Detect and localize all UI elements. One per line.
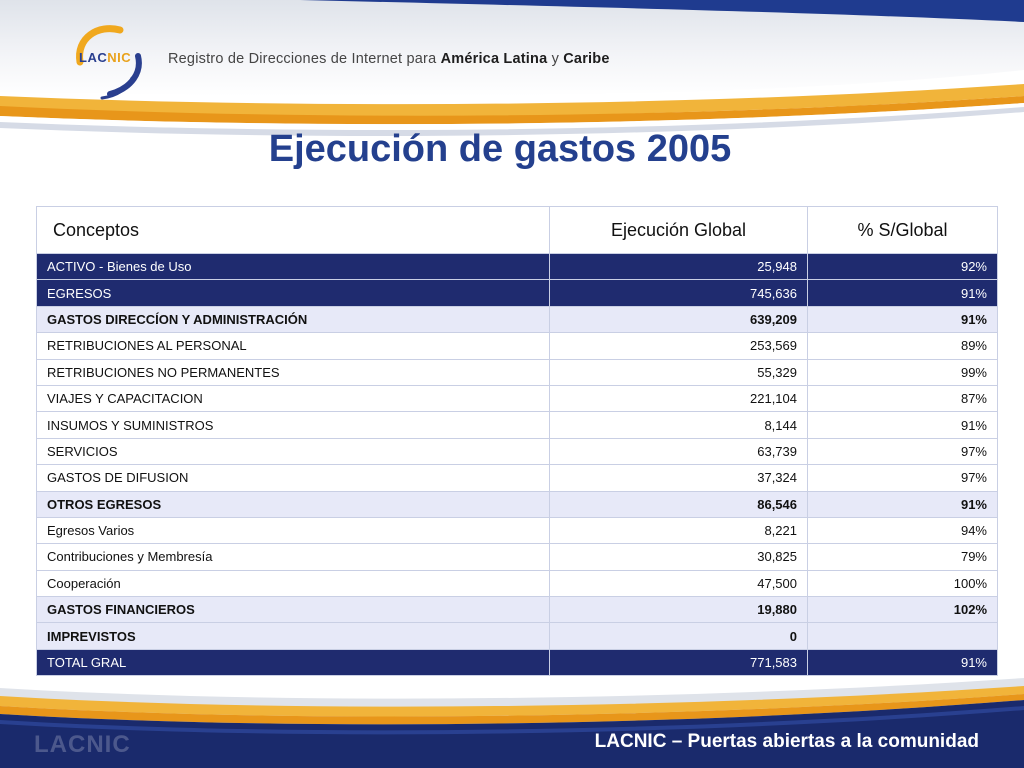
tagline-bold-region: América Latina bbox=[440, 51, 548, 67]
row-concept: Cooperación bbox=[37, 570, 550, 596]
row-percent bbox=[808, 623, 998, 649]
row-percent: 79% bbox=[808, 544, 998, 570]
logo-text-lac: LAC bbox=[79, 50, 108, 65]
tagline-plain: Registro de Direcciones de Internet para bbox=[168, 51, 441, 67]
row-global: 745,636 bbox=[550, 280, 808, 306]
footer-slogan: LACNIC – Puertas abiertas a la comunidad bbox=[594, 731, 979, 752]
row-global: 8,221 bbox=[550, 517, 808, 543]
row-percent: 97% bbox=[808, 438, 998, 464]
row-percent: 91% bbox=[808, 491, 998, 517]
row-concept: IMPREVISTOS bbox=[37, 623, 550, 649]
logo-wordmark bbox=[79, 50, 131, 65]
row-global: 63,739 bbox=[550, 438, 808, 464]
footer-band bbox=[0, 676, 1024, 768]
table-row bbox=[37, 491, 998, 517]
table-row bbox=[37, 333, 998, 359]
row-concept: TOTAL GRAL bbox=[37, 649, 550, 675]
header-tagline bbox=[168, 51, 610, 67]
row-concept: VIAJES Y CAPACITACION bbox=[37, 385, 550, 411]
row-global: 25,948 bbox=[550, 254, 808, 280]
row-concept: OTROS EGRESOS bbox=[37, 491, 550, 517]
tagline-bold-caribe: Caribe bbox=[563, 51, 610, 67]
row-percent: 91% bbox=[808, 306, 998, 332]
table-row bbox=[37, 306, 998, 332]
header-global: Ejecución Global bbox=[550, 207, 808, 254]
tagline-join: y bbox=[547, 51, 564, 67]
table-row bbox=[37, 623, 998, 649]
row-global: 19,880 bbox=[550, 597, 808, 623]
logo-text-nic: NIC bbox=[107, 50, 132, 65]
row-percent: 89% bbox=[808, 333, 998, 359]
table-row bbox=[37, 385, 998, 411]
row-percent: 91% bbox=[808, 280, 998, 306]
row-concept: Egresos Varios bbox=[37, 517, 550, 543]
row-concept: RETRIBUCIONES NO PERMANENTES bbox=[37, 359, 550, 385]
row-global: 221,104 bbox=[550, 385, 808, 411]
row-global: 86,546 bbox=[550, 491, 808, 517]
row-percent: 94% bbox=[808, 517, 998, 543]
row-concept: GASTOS DE DIFUSION bbox=[37, 465, 550, 491]
row-concept: GASTOS FINANCIEROS bbox=[37, 597, 550, 623]
header-concepts: Conceptos bbox=[37, 207, 550, 254]
row-percent: 100% bbox=[808, 570, 998, 596]
row-concept: GASTOS DIRECCÍON Y ADMINISTRACIÓN bbox=[37, 306, 550, 332]
row-global: 8,144 bbox=[550, 412, 808, 438]
table-row-total bbox=[37, 649, 998, 675]
row-global: 47,500 bbox=[550, 570, 808, 596]
row-concept: RETRIBUCIONES AL PERSONAL bbox=[37, 333, 550, 359]
row-percent: 99% bbox=[808, 359, 998, 385]
budget-table bbox=[36, 206, 998, 676]
row-concept: SERVICIOS bbox=[37, 438, 550, 464]
table-row bbox=[37, 544, 998, 570]
row-percent: 91% bbox=[808, 649, 998, 675]
row-global: 253,569 bbox=[550, 333, 808, 359]
row-global: 55,329 bbox=[550, 359, 808, 385]
table-row bbox=[37, 359, 998, 385]
row-percent: 87% bbox=[808, 385, 998, 411]
table-row bbox=[37, 517, 998, 543]
row-percent: 91% bbox=[808, 412, 998, 438]
table-row bbox=[37, 570, 998, 596]
table-row bbox=[37, 438, 998, 464]
row-concept: EGRESOS bbox=[37, 280, 550, 306]
table-row bbox=[37, 280, 998, 306]
row-global: 30,825 bbox=[550, 544, 808, 570]
row-global: 771,583 bbox=[550, 649, 808, 675]
row-concept: ACTIVO - Bienes de Uso bbox=[37, 254, 550, 280]
row-concept: INSUMOS Y SUMINISTROS bbox=[37, 412, 550, 438]
row-global: 0 bbox=[550, 623, 808, 649]
row-percent: 97% bbox=[808, 465, 998, 491]
row-percent: 102% bbox=[808, 597, 998, 623]
table-row bbox=[37, 597, 998, 623]
table-row bbox=[37, 254, 998, 280]
row-global: 639,209 bbox=[550, 306, 808, 332]
table-header-row bbox=[37, 207, 998, 254]
header-percent: % S/Global bbox=[808, 207, 998, 254]
footer-watermark-logo: LACNIC bbox=[34, 731, 131, 758]
row-percent: 92% bbox=[808, 254, 998, 280]
slide-title: Ejecución de gastos 2005 bbox=[268, 128, 732, 170]
row-concept: Contribuciones y Membresía bbox=[37, 544, 550, 570]
table-row bbox=[37, 465, 998, 491]
table-row bbox=[37, 412, 998, 438]
row-global: 37,324 bbox=[550, 465, 808, 491]
